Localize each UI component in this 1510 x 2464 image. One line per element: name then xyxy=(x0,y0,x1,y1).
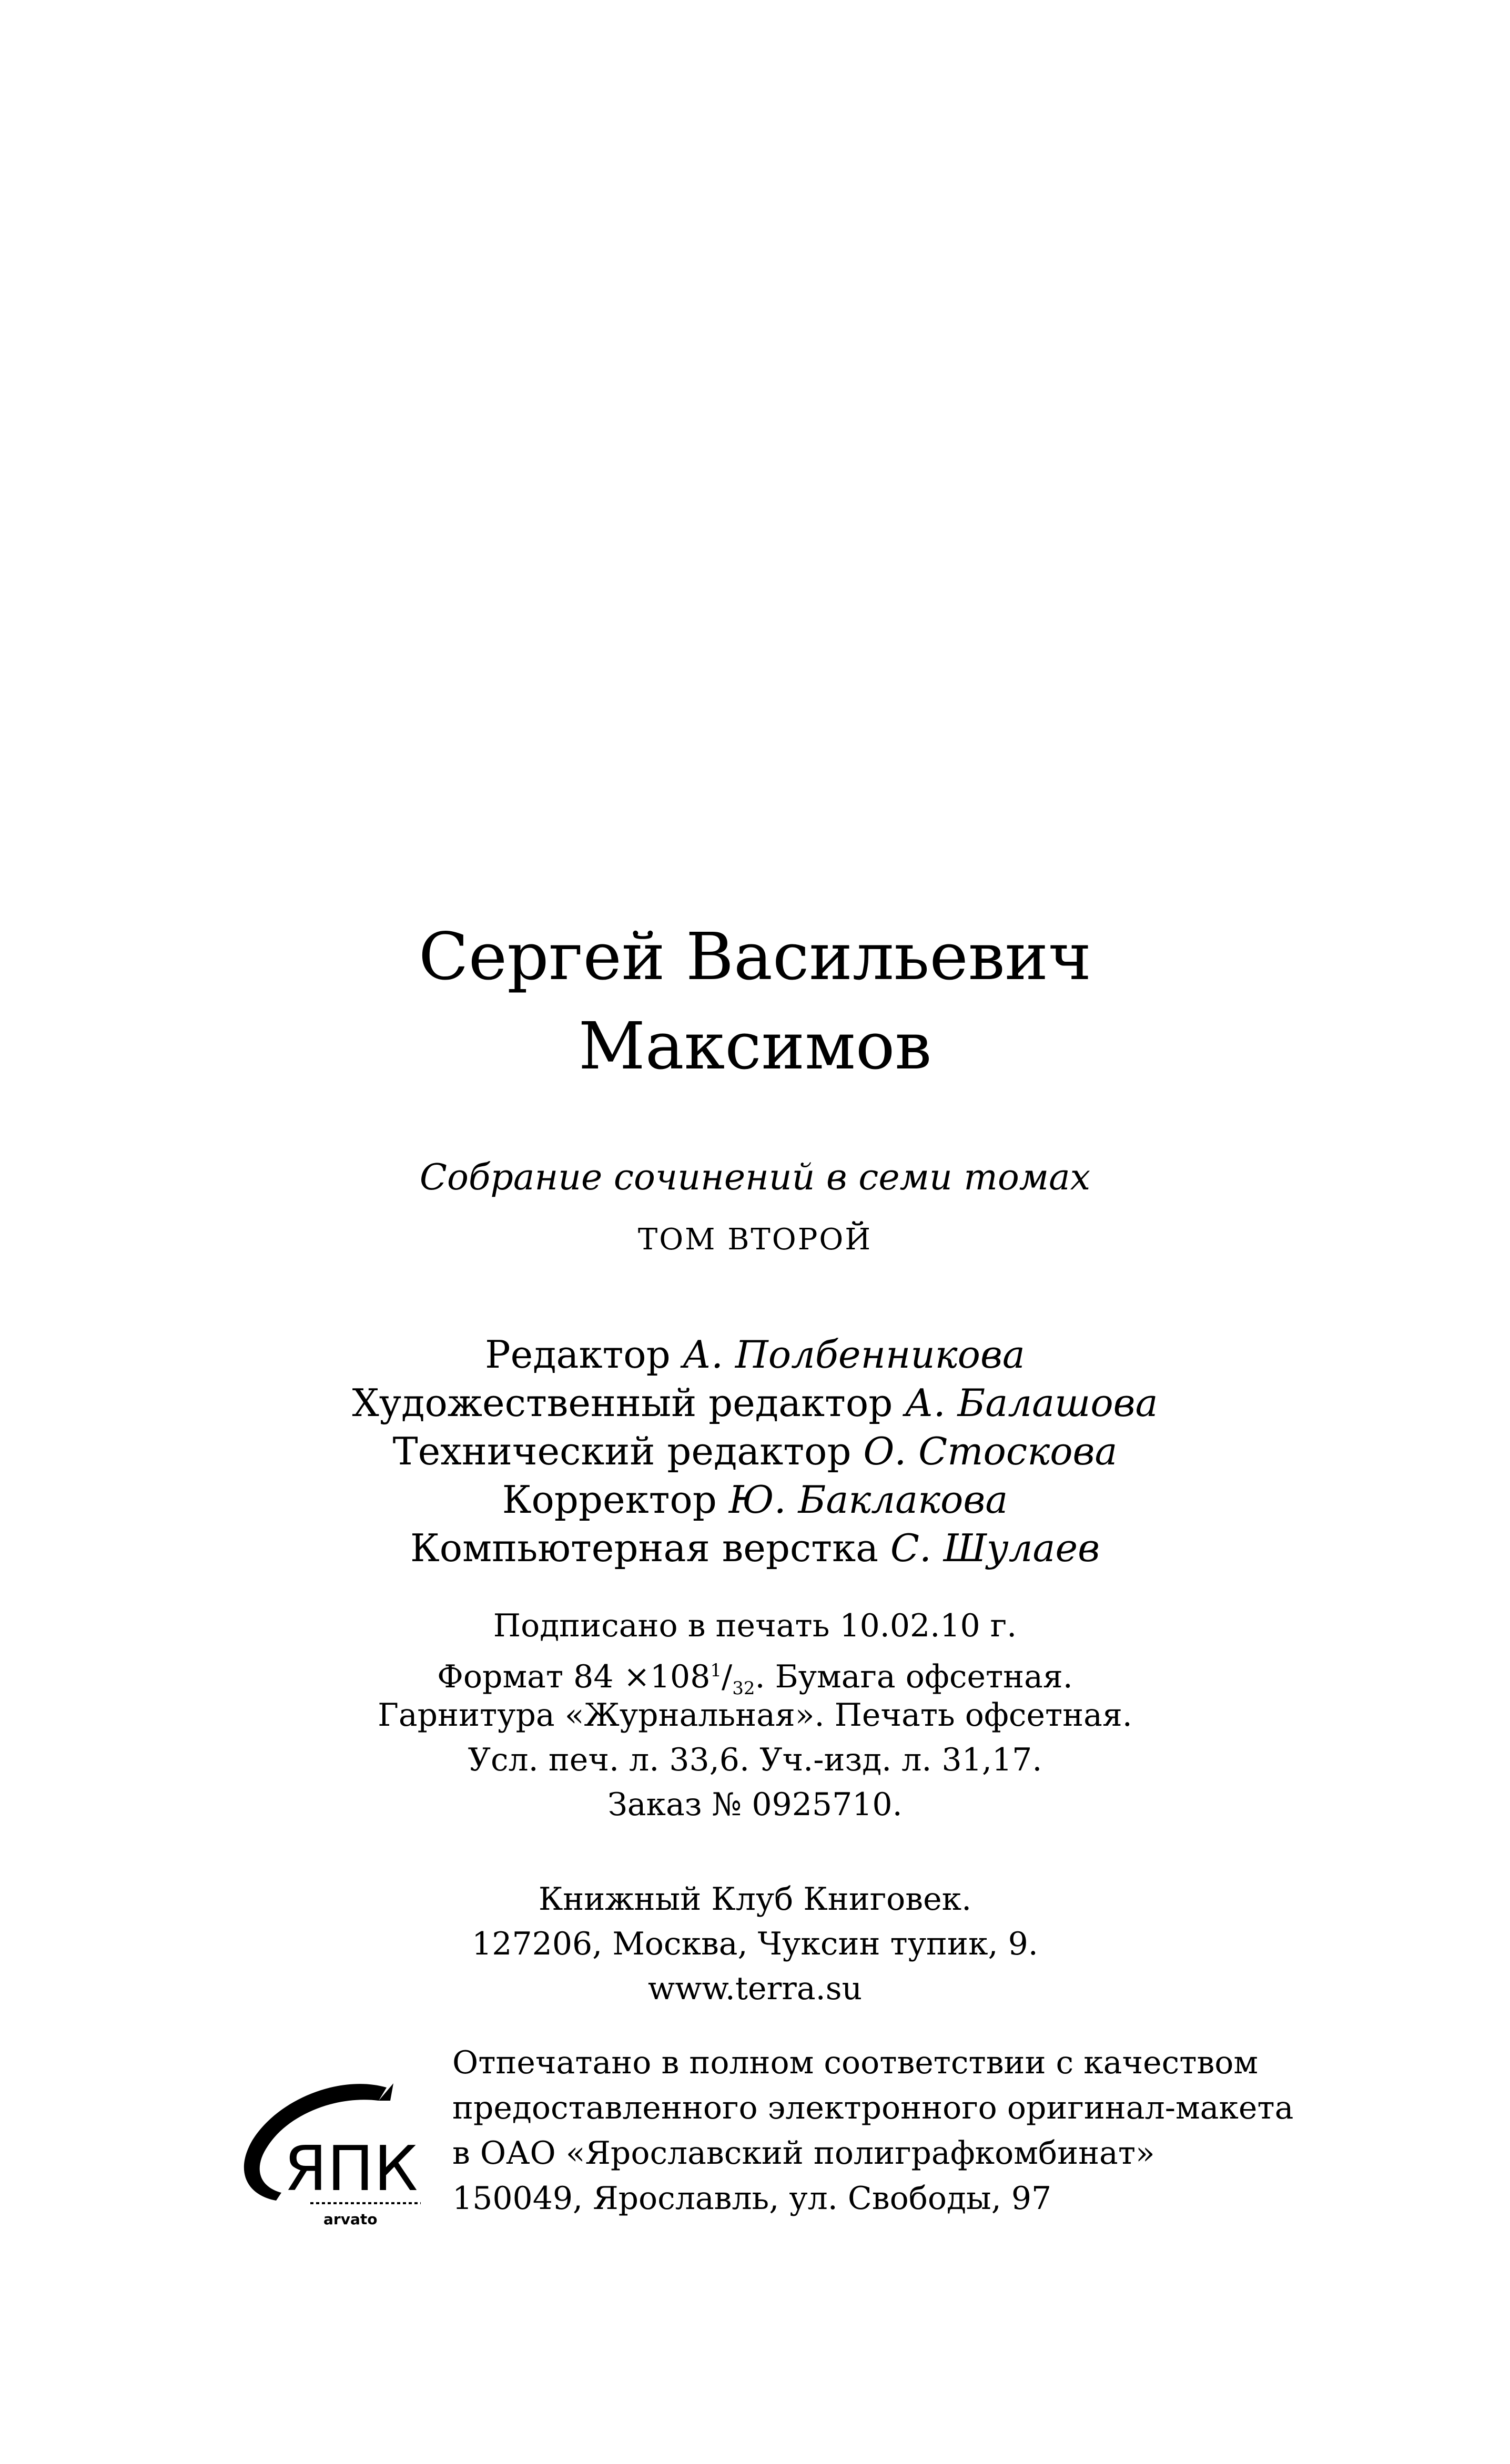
sheets-line: Усл. печ. л. 33,6. Уч.-изд. л. 31,17. xyxy=(468,1742,1042,1778)
publisher-name: Книжный Клуб Книговек. xyxy=(538,1881,972,1918)
format-suffix: . Бумага офсетная. xyxy=(755,1658,1073,1695)
printer-logo-text: ЯПК xyxy=(284,2132,418,2205)
format-sub: 32 xyxy=(732,1678,755,1699)
staff-line xyxy=(0,1330,1510,1379)
author-name-line1: Сергей Васильевич xyxy=(418,919,1092,995)
staff-role: Корректор xyxy=(502,1478,717,1522)
staff-role: Редактор xyxy=(485,1332,671,1377)
printer-logo xyxy=(226,2051,437,2240)
series-title: Собрание сочинений в семи томах xyxy=(419,1157,1091,1198)
staff-line xyxy=(0,1427,1510,1475)
staff-person: А. Полбенникова xyxy=(682,1332,1025,1377)
staff-role: Технический редактор xyxy=(392,1429,852,1473)
format-sup: 1 xyxy=(710,1660,722,1681)
printer-line: 150049, Ярославль, ул. Свободы, 97 xyxy=(452,2180,1052,2217)
author-name-line2: Максимов xyxy=(578,1009,932,1084)
format-slash: / xyxy=(722,1658,733,1695)
printer-logo-subtext: arvato xyxy=(323,2211,378,2228)
staff-person: Ю. Баклакова xyxy=(728,1478,1008,1522)
order-line: Заказ № 0925710. xyxy=(607,1786,903,1823)
staff-person: С. Шулаев xyxy=(890,1526,1100,1570)
printer-info xyxy=(452,2040,1293,2221)
format-prefix: Формат 84 ×108 xyxy=(437,1658,711,1695)
typeface-line: Гарнитура «Журнальная». Печать офсетная. xyxy=(378,1697,1132,1734)
signed-date: Подписано в печать 10.02.10 г. xyxy=(493,1607,1017,1644)
staff-person: О. Стоскова xyxy=(863,1429,1118,1473)
staff-role: Художественный редактор xyxy=(352,1381,893,1425)
printer-logo-icon xyxy=(226,2051,437,2240)
publisher-address: 127206, Москва, Чуксин тупик, 9. xyxy=(472,1926,1038,1962)
publisher-website: www.terra.su xyxy=(647,1970,863,2007)
staff-line xyxy=(0,1475,1510,1524)
printer-line: в ОАО «Ярославский полиграфкомбинат» xyxy=(452,2135,1155,2172)
staff-line xyxy=(0,1379,1510,1427)
staff-person: А. Балашова xyxy=(905,1381,1158,1425)
staff-role: Компьютерная верстка xyxy=(410,1526,879,1570)
printer-line: предоставленного электронного оригинал-макета xyxy=(452,2090,1294,2126)
printer-line: Отпечатано в полном соответствии с качеством xyxy=(452,2044,1259,2081)
volume-label: ТОМ ВТОРОЙ xyxy=(637,1223,873,1257)
staff-line xyxy=(0,1524,1510,1572)
